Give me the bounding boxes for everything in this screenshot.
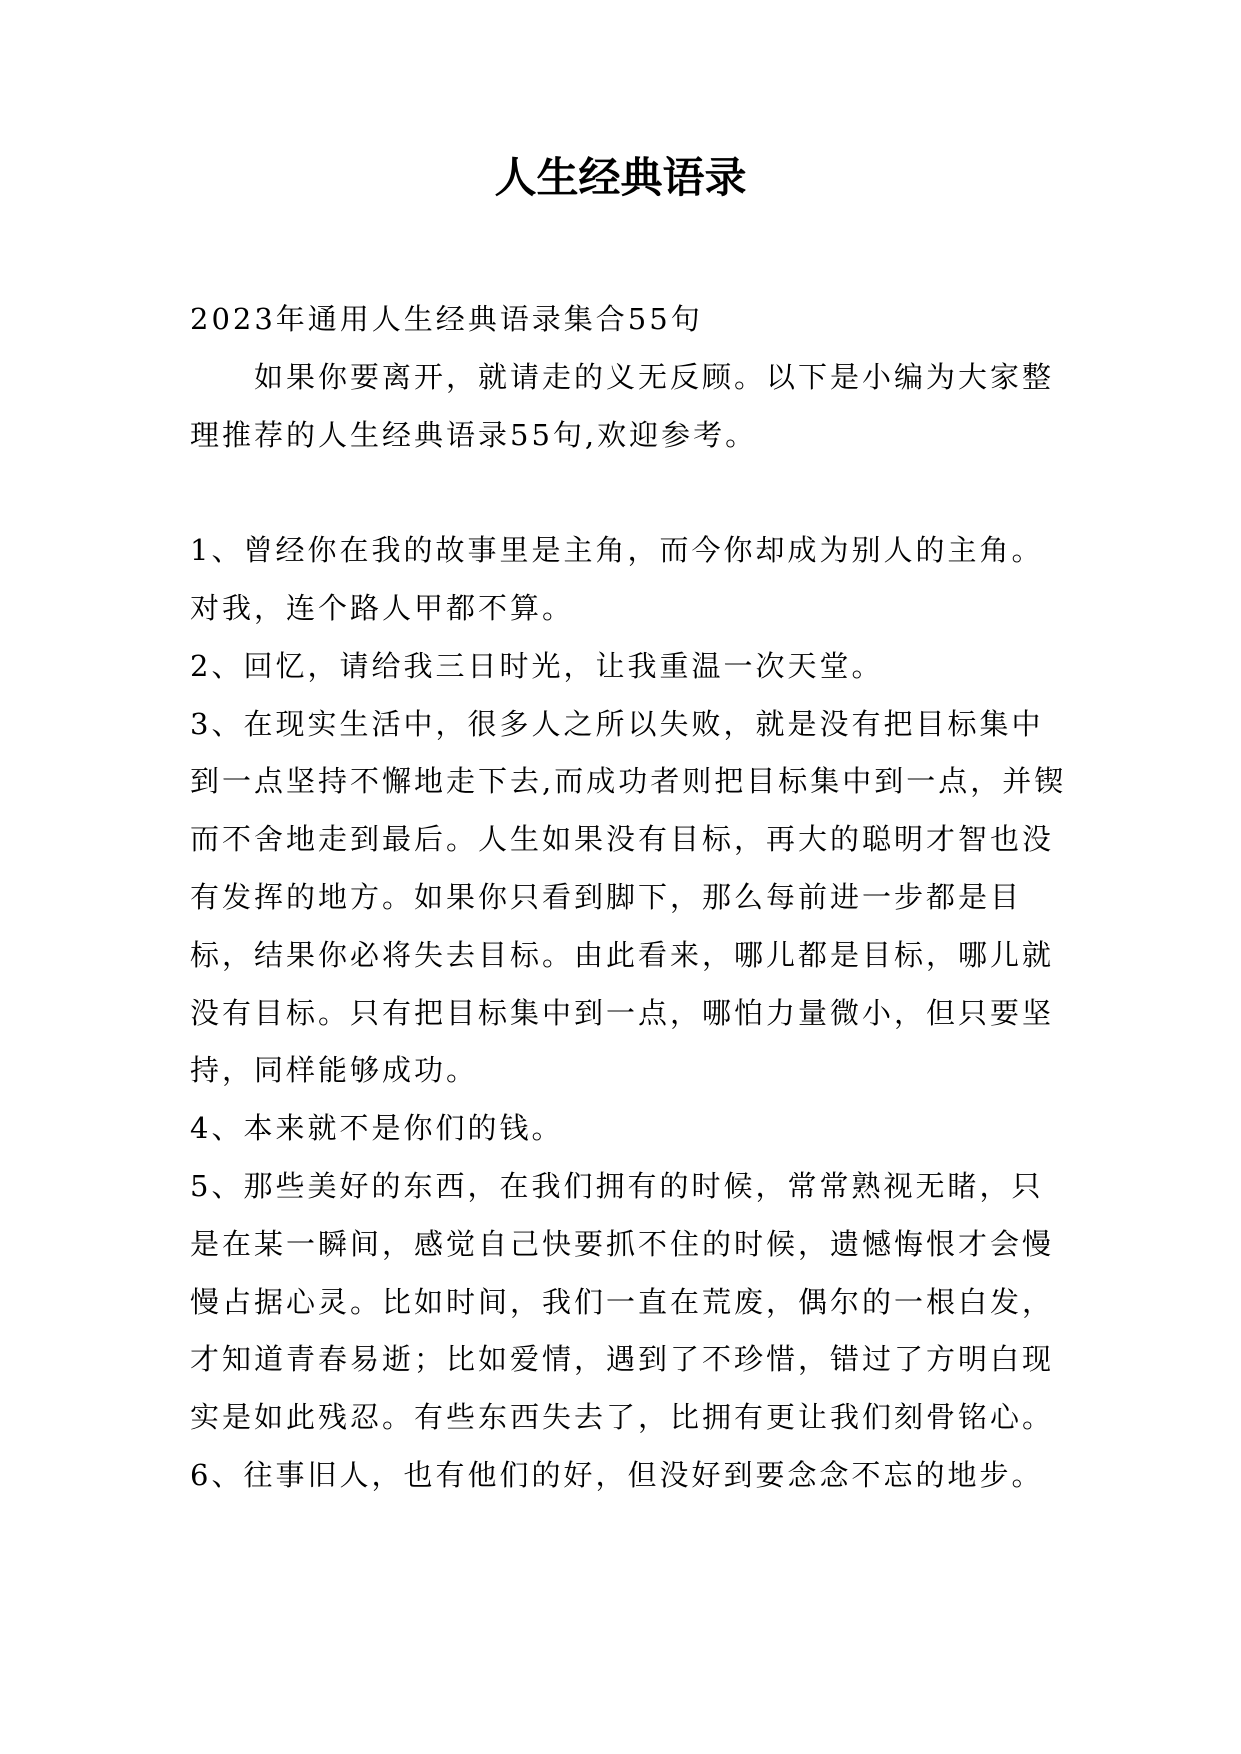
paragraph-spacer — [190, 464, 1070, 522]
document-body — [190, 291, 1070, 1505]
document-subtitle: 2023年通用人生经典语录集合55句 — [190, 302, 703, 336]
quote-item-5: 5、那些美好的东西，在我们拥有的时候，常常熟视无睹，只是在某一瞬间，感觉自己快要抓不住的时候，遗憾悔恨才会慢慢占据心灵。比如时间，我们一直在荒废，偶尔的一根白发，才知道青春易逝；比如爱情，遇到了不珍惜，错过了方明白现实是如此残忍。有些东西失去了，比拥有更让我们刻骨铭心。 — [190, 1168, 1055, 1435]
quote-item-6: 6、往事旧人，也有他们的好，但没好到要念念不忘的地步。 — [190, 1457, 1044, 1492]
quote-item-4: 4、本来就不是你们的钱。 — [190, 1111, 564, 1146]
quote-item-1: 1、曾经你在我的故事里是主角，而今你却成为别人的主角。对我，连个路人甲都不算。 — [190, 533, 1044, 625]
document-title: 人生经典语录 — [494, 153, 747, 202]
quote-item-3: 3、在现实生活中，很多人之所以失败，就是没有把目标集中到一点坚持不懈地走下去,而成功者则把目标集中到一点，并锲而不舍地走到最后。人生如果没有目标，再大的聪明才智也没有发挥的地方。如果你只看到脚下，那么每前进一步都是目标，结果你必将失去目标。由此看来，哪儿都是目标，哪儿就没有目标。只有把目标集中到一点，哪怕力量微小，但只要坚持，同样能够成功。 — [190, 706, 1067, 1088]
quote-item-2: 2、回忆，请给我三日时光，让我重温一次天堂。 — [190, 648, 884, 683]
intro-paragraph: 如果你要离开，就请走的义无反顾。以下是小编为大家整理推荐的人生经典语录55句,欢迎参考。 — [190, 359, 1055, 452]
